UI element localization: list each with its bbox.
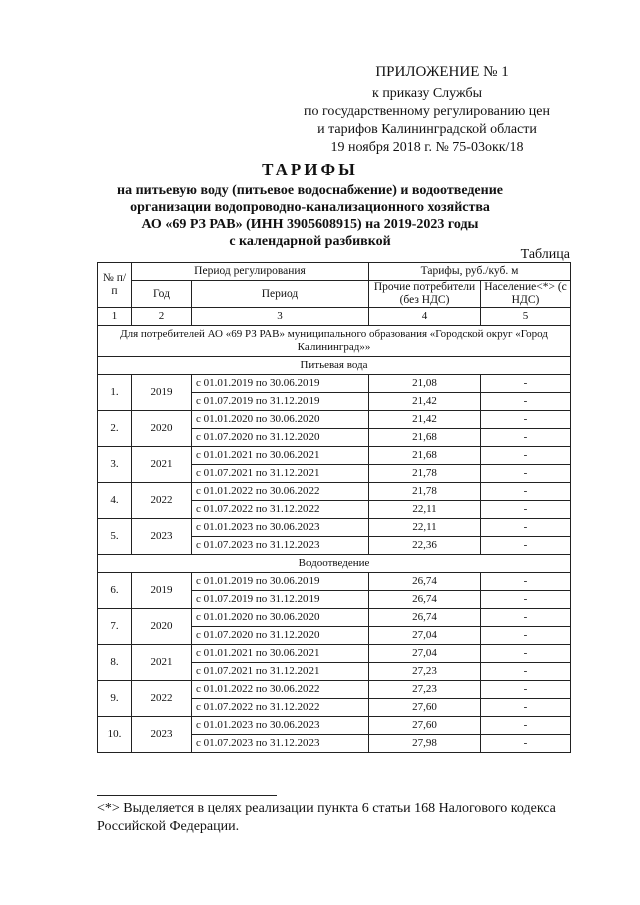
tariff-population-cell: - bbox=[481, 411, 571, 429]
row-number: 2. bbox=[98, 411, 132, 447]
tariff-population-cell: - bbox=[481, 699, 571, 717]
tariff-population-cell: - bbox=[481, 645, 571, 663]
tariff-population-cell: - bbox=[481, 429, 571, 447]
header-row bbox=[98, 281, 571, 308]
tariff-population-cell: - bbox=[481, 537, 571, 555]
period-cell: с 01.07.2021 по 31.12.2021 bbox=[192, 465, 369, 483]
col-number: 1 bbox=[98, 308, 132, 326]
title-line: с календарной разбивкой bbox=[229, 234, 391, 249]
row-year: 2023 bbox=[132, 717, 192, 753]
header-tariffs: Тарифы, руб./куб. м bbox=[369, 263, 571, 281]
header-row bbox=[98, 263, 571, 281]
tariff-other-cell: 27,23 bbox=[369, 681, 481, 699]
tariff-other-cell: 22,36 bbox=[369, 537, 481, 555]
period-cell: с 01.07.2020 по 31.12.2020 bbox=[192, 429, 369, 447]
tariff-population-cell: - bbox=[481, 663, 571, 681]
tariff-population-cell: - bbox=[481, 573, 571, 591]
tariff-other-cell: 21,42 bbox=[369, 411, 481, 429]
row-number: 8. bbox=[98, 645, 132, 681]
consumer-note: Для потребителей АО «69 РЗ РАВ» муниципального образования «Городской округ «Город Калининград»» bbox=[98, 326, 571, 357]
row-year: 2020 bbox=[132, 411, 192, 447]
appendix-line: 19 ноября 2018 г. № 75-03окк/18 bbox=[330, 140, 524, 155]
row-year: 2022 bbox=[132, 681, 192, 717]
tariff-other-cell: 27,04 bbox=[369, 645, 481, 663]
appendix-line: по государственному регулированию цен bbox=[304, 104, 550, 119]
row-number: 5. bbox=[98, 519, 132, 555]
footnote-rule bbox=[97, 795, 277, 796]
table-row bbox=[98, 681, 571, 699]
tariff-population-cell: - bbox=[481, 609, 571, 627]
row-number: 9. bbox=[98, 681, 132, 717]
table-row bbox=[98, 411, 571, 429]
tariff-table bbox=[97, 262, 571, 753]
table-row bbox=[98, 573, 571, 591]
tariff-population-cell: - bbox=[481, 447, 571, 465]
header-period-reg: Период регулирования bbox=[132, 263, 369, 281]
tariff-other-cell: 21,08 bbox=[369, 375, 481, 393]
tariff-other-cell: 21,68 bbox=[369, 429, 481, 447]
row-year: 2023 bbox=[132, 519, 192, 555]
header-period: Период bbox=[192, 281, 369, 308]
tariff-population-cell: - bbox=[481, 393, 571, 411]
tariff-other-cell: 27,04 bbox=[369, 627, 481, 645]
title-line: АО «69 РЗ РАВ» (ИНН 3905608915) на 2019-2023 годы bbox=[141, 217, 479, 232]
table-label: Таблица bbox=[520, 247, 570, 262]
tariff-other-cell: 21,42 bbox=[369, 393, 481, 411]
period-cell: с 01.01.2022 по 30.06.2022 bbox=[192, 483, 369, 501]
tariff-other-cell: 27,60 bbox=[369, 699, 481, 717]
section-row bbox=[98, 357, 571, 375]
appendix-block bbox=[304, 64, 550, 157]
tariff-population-cell: - bbox=[481, 717, 571, 735]
tariff-population-cell: - bbox=[481, 735, 571, 753]
header-population: Население<*> (с НДС) bbox=[481, 281, 571, 308]
row-number: 4. bbox=[98, 483, 132, 519]
period-cell: с 01.07.2021 по 31.12.2021 bbox=[192, 663, 369, 681]
tariff-population-cell: - bbox=[481, 375, 571, 393]
title-main: ТАРИФЫ bbox=[262, 160, 358, 179]
tariff-other-cell: 21,68 bbox=[369, 447, 481, 465]
row-number: 3. bbox=[98, 447, 132, 483]
period-cell: с 01.01.2019 по 30.06.2019 bbox=[192, 573, 369, 591]
period-cell: с 01.01.2023 по 30.06.2023 bbox=[192, 717, 369, 735]
period-cell: с 01.07.2023 по 31.12.2023 bbox=[192, 735, 369, 753]
period-cell: с 01.01.2021 по 30.06.2021 bbox=[192, 645, 369, 663]
row-year: 2019 bbox=[132, 375, 192, 411]
section-row bbox=[98, 555, 571, 573]
appendix-title: ПРИЛОЖЕНИЕ № 1 bbox=[375, 64, 509, 80]
table-row bbox=[98, 717, 571, 735]
tariff-population-cell: - bbox=[481, 501, 571, 519]
row-year: 2021 bbox=[132, 645, 192, 681]
table-row bbox=[98, 645, 571, 663]
period-cell: с 01.07.2019 по 31.12.2019 bbox=[192, 393, 369, 411]
tariff-population-cell: - bbox=[481, 519, 571, 537]
row-number: 6. bbox=[98, 573, 132, 609]
table-row bbox=[98, 483, 571, 501]
document-title bbox=[100, 160, 520, 250]
row-number: 10. bbox=[98, 717, 132, 753]
col-number: 2 bbox=[132, 308, 192, 326]
appendix-line: и тарифов Калининградской области bbox=[317, 122, 537, 137]
row-year: 2021 bbox=[132, 447, 192, 483]
tariff-other-cell: 21,78 bbox=[369, 465, 481, 483]
period-cell: с 01.07.2022 по 31.12.2022 bbox=[192, 699, 369, 717]
table-row bbox=[98, 375, 571, 393]
header-year: Год bbox=[132, 281, 192, 308]
tariff-population-cell: - bbox=[481, 627, 571, 645]
table-row bbox=[98, 447, 571, 465]
header-num: № п/п bbox=[98, 263, 132, 308]
row-year: 2020 bbox=[132, 609, 192, 645]
period-cell: с 01.01.2022 по 30.06.2022 bbox=[192, 681, 369, 699]
period-cell: с 01.07.2020 по 31.12.2020 bbox=[192, 627, 369, 645]
period-cell: с 01.01.2020 по 30.06.2020 bbox=[192, 411, 369, 429]
tariff-other-cell: 27,60 bbox=[369, 717, 481, 735]
period-cell: с 01.01.2021 по 30.06.2021 bbox=[192, 447, 369, 465]
section-title: Водоотведение bbox=[98, 555, 571, 573]
tariff-population-cell: - bbox=[481, 483, 571, 501]
row-number: 7. bbox=[98, 609, 132, 645]
period-cell: с 01.07.2022 по 31.12.2022 bbox=[192, 501, 369, 519]
tariff-other-cell: 22,11 bbox=[369, 519, 481, 537]
tariff-other-cell: 26,74 bbox=[369, 609, 481, 627]
period-cell: с 01.07.2019 по 31.12.2019 bbox=[192, 591, 369, 609]
tariff-other-cell: 27,23 bbox=[369, 663, 481, 681]
section-title: Питьевая вода bbox=[98, 357, 571, 375]
row-year: 2019 bbox=[132, 573, 192, 609]
tariff-other-cell: 21,78 bbox=[369, 483, 481, 501]
tariff-population-cell: - bbox=[481, 465, 571, 483]
tariff-other-cell: 26,74 bbox=[369, 573, 481, 591]
title-line: организации водопроводно-канализационного хозяйства bbox=[130, 200, 490, 215]
table-row bbox=[98, 609, 571, 627]
tariff-population-cell: - bbox=[481, 681, 571, 699]
period-cell: с 01.01.2020 по 30.06.2020 bbox=[192, 609, 369, 627]
col-number: 5 bbox=[481, 308, 571, 326]
col-number: 4 bbox=[369, 308, 481, 326]
period-cell: с 01.07.2023 по 31.12.2023 bbox=[192, 537, 369, 555]
col-number: 3 bbox=[192, 308, 369, 326]
period-cell: с 01.01.2023 по 30.06.2023 bbox=[192, 519, 369, 537]
table-row bbox=[98, 519, 571, 537]
tariff-table-body bbox=[98, 263, 571, 753]
consumer-note-row bbox=[98, 326, 571, 357]
tariff-other-cell: 26,74 bbox=[369, 591, 481, 609]
title-line: на питьевую воду (питьевое водоснабжение) и водоотведение bbox=[117, 183, 503, 198]
tariff-other-cell: 22,11 bbox=[369, 501, 481, 519]
appendix-line: к приказу Службы bbox=[372, 86, 482, 101]
column-numbers-row bbox=[98, 308, 571, 326]
row-number: 1. bbox=[98, 375, 132, 411]
header-other: Прочие потребители (без НДС) bbox=[369, 281, 481, 308]
footnote: <*> Выделяется в целях реализации пункта 6 статьи 168 Налогового кодекса Российской Федерации. bbox=[97, 801, 556, 834]
period-cell: с 01.01.2019 по 30.06.2019 bbox=[192, 375, 369, 393]
tariff-population-cell: - bbox=[481, 591, 571, 609]
row-year: 2022 bbox=[132, 483, 192, 519]
tariff-other-cell: 27,98 bbox=[369, 735, 481, 753]
